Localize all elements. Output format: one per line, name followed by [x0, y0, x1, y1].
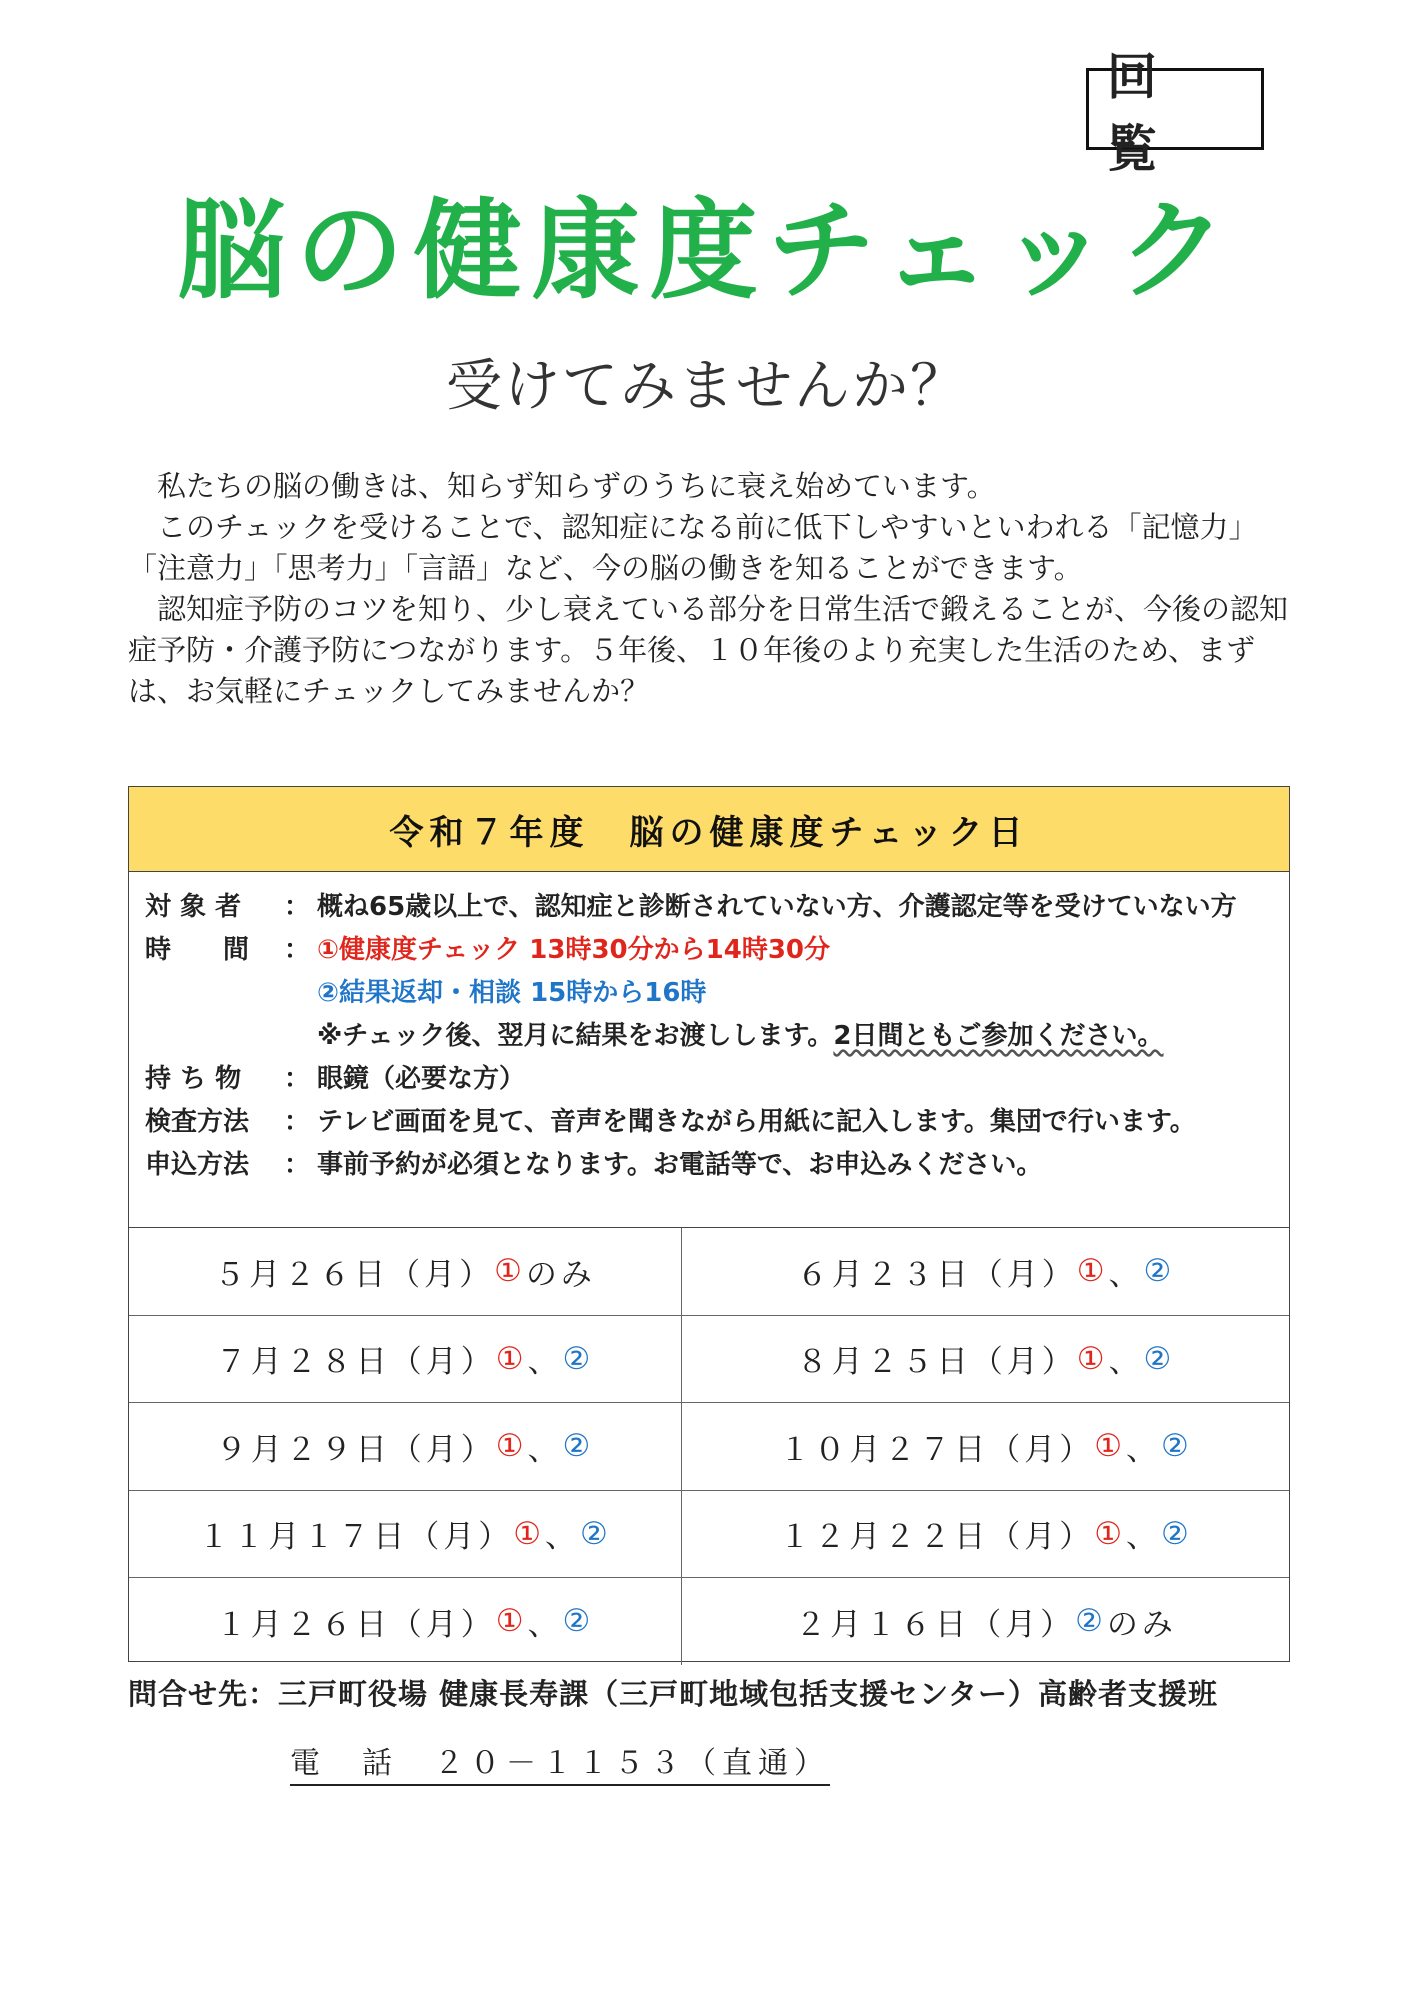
date-cell [682, 1491, 1290, 1578]
time-consult: ②結果返却・相談 15時から16時 [317, 978, 707, 1008]
session-1-mark: ① [513, 1515, 545, 1552]
session-tail: のみ [1106, 1606, 1177, 1643]
time-note: ※チェック後、翌月に結果をお渡しします。 [317, 1021, 834, 1051]
date-text: ９月２９日（月） [215, 1431, 496, 1468]
date-cell [129, 1228, 682, 1315]
date-text: １月２６日（月） [215, 1606, 496, 1643]
circulation-stamp: 回 覧 [1086, 68, 1264, 150]
session-2-mark: ② [1161, 1515, 1193, 1552]
session-1-mark: ① [1076, 1340, 1109, 1377]
session-2-mark: ② [562, 1603, 595, 1640]
info-colon: ： [283, 1107, 310, 1137]
session-1-mark: ① [494, 1253, 526, 1290]
info-label: 申込方法 [145, 1150, 250, 1180]
session-separator: 、 [1126, 1519, 1161, 1556]
info-value: 概ね65歳以上で、認知症と診断されていない方、介護認定等を受けていない方 [317, 892, 1237, 922]
session-2-mark: ② [1161, 1428, 1193, 1465]
intro-paragraph: このチェックを受けることで、認知症になる前に低下しやすいといわれる「記憶力」「注意力」「思考力」「言語」など、今の脳の働きを知ることができます。 [128, 510, 1258, 585]
time-note-emphasis: 2日間ともご参加ください。 [833, 1021, 1164, 1051]
session-separator: 、 [545, 1519, 580, 1556]
intro-paragraph: 私たちの脳の働きは、知らず知らずのうちに衰え始めています。 [128, 469, 996, 503]
session-separator: 、 [527, 1431, 563, 1468]
info-label: 持 ち 物 [145, 1064, 242, 1094]
date-text: ５月２６日（月） [214, 1256, 495, 1293]
session-2-mark: ② [562, 1428, 595, 1465]
info-value: テレビ画面を見て、音声を聞きながら用紙に記入します。集団で行います。 [317, 1107, 1196, 1137]
intro-text [128, 466, 1300, 712]
dates-row [129, 1491, 1289, 1579]
session-1-mark: ① [495, 1340, 528, 1377]
session-2-mark: ② [1075, 1603, 1107, 1640]
session-1-mark: ① [495, 1428, 528, 1465]
date-cell [682, 1578, 1290, 1665]
page-subtitle: 受けてみませんか？ [446, 354, 968, 419]
session-2-mark: ② [1143, 1253, 1176, 1290]
session-2-mark: ② [580, 1515, 612, 1552]
info-colon: ： [283, 892, 310, 922]
date-cell [682, 1228, 1290, 1315]
session-separator: 、 [527, 1344, 563, 1381]
schedule-box [128, 786, 1290, 1662]
date-cell [129, 1403, 682, 1490]
dates-row [129, 1403, 1289, 1491]
session-2-mark: ② [1143, 1340, 1176, 1377]
date-cell [129, 1578, 682, 1665]
date-cell [682, 1316, 1290, 1403]
info-label: 対 象 者 [145, 892, 242, 922]
session-separator: 、 [527, 1606, 563, 1643]
info-row-time [145, 929, 1273, 1058]
schedule-box-title: 令和７年度 脳の健康度チェック日 [129, 787, 1289, 872]
session-separator: 、 [1108, 1256, 1144, 1293]
date-cell [682, 1403, 1290, 1490]
info-row-apply [145, 1144, 1273, 1187]
date-text: １０月２７日（月） [779, 1431, 1095, 1468]
dates-row [129, 1316, 1289, 1404]
info-row-method [145, 1101, 1273, 1144]
dates-table [129, 1227, 1289, 1665]
date-text: ２月１６日（月） [795, 1606, 1076, 1643]
info-colon: ： [283, 1150, 310, 1180]
dates-row [129, 1228, 1289, 1316]
session-1-mark: ① [1094, 1428, 1126, 1465]
date-cell [129, 1316, 682, 1403]
session-1-mark: ① [1076, 1253, 1109, 1290]
info-colon: ： [283, 1064, 310, 1094]
info-value: 眼鏡（必要な方） [317, 1064, 526, 1094]
info-colon: ： [283, 935, 310, 965]
info-section [129, 872, 1289, 1187]
session-2-mark: ② [562, 1340, 595, 1377]
info-label: 時 間 [145, 935, 250, 965]
phone-number: 電 話 ２０－１１５３（直通） [290, 1738, 830, 1786]
session-separator: 、 [1108, 1344, 1144, 1381]
date-text: ８月２５日（月） [796, 1344, 1077, 1381]
date-cell [129, 1491, 682, 1578]
date-text: １２月２２日（月） [779, 1519, 1095, 1556]
intro-paragraph: 認知症予防のコツを知り、少し衰えている部分を日常生活で鍛えることが、今後の認知症予防・介護予防につながります。５年後、１０年後のより充実した生活のため、まずは、お気軽にチェックしてみませんか？ [128, 592, 1289, 708]
info-value [317, 929, 1273, 1058]
date-text: ６月２３日（月） [796, 1256, 1077, 1293]
session-1-mark: ① [495, 1603, 528, 1640]
info-label: 検査方法 [145, 1107, 250, 1137]
page-title: 脳の健康度チェック [177, 189, 1237, 314]
time-check: ①健康度チェック 13時30分から14時30分 [317, 935, 831, 965]
info-row-bring [145, 1058, 1273, 1101]
contact-info: 問合せ先：三戸町役場 健康長寿課（三戸町地域包括支援センター）高齢者支援班 [128, 1677, 1218, 1711]
date-text: １１月１７日（月） [198, 1519, 514, 1556]
session-tail: のみ [525, 1256, 596, 1293]
date-text: ７月２８日（月） [215, 1344, 496, 1381]
info-value: 事前予約が必須となります。お電話等で、お申込みください。 [317, 1150, 1043, 1180]
session-separator: 、 [1126, 1431, 1161, 1468]
session-1-mark: ① [1094, 1515, 1126, 1552]
info-row-target [145, 886, 1273, 929]
dates-row [129, 1578, 1289, 1665]
